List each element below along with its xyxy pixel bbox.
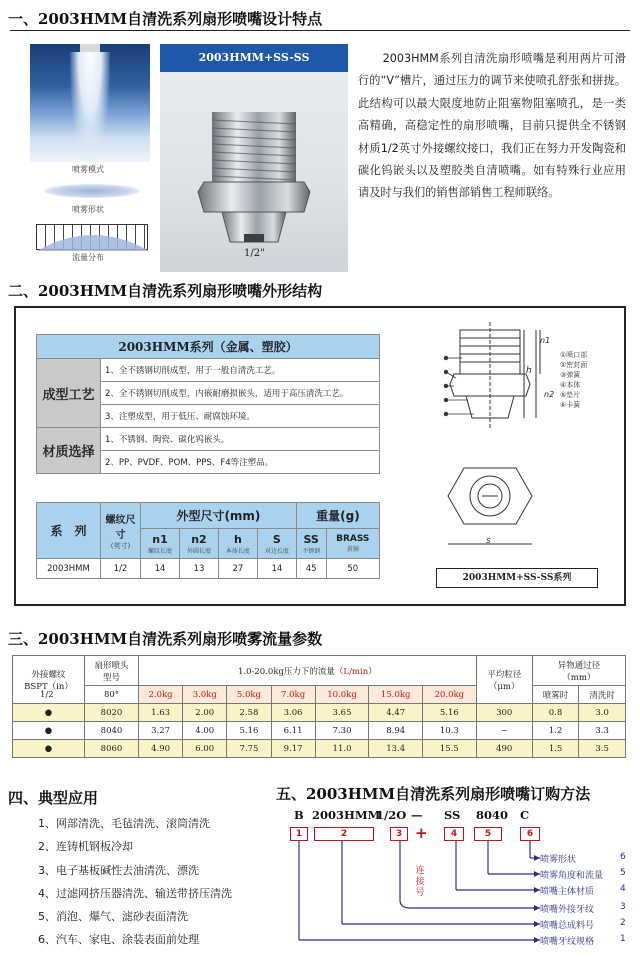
list-item: 1、网部清洗、毛毡清洗、滚筒清洗 <box>38 817 210 830</box>
legend-item: 喷嘴主体材质 4 <box>540 884 626 897</box>
material-item: 2、PP、PVDF、POM、PPS、F4等注塑品。 <box>101 451 380 474</box>
legend-item: 喷雾角度和流量 5 <box>540 868 626 881</box>
flow-row: ● 8020 1.63 2.00 2.58 3.06 3.65 4.47 5.16 300 0.8 3.0 <box>13 704 626 722</box>
section-1-rule <box>10 30 630 31</box>
list-item: 3、电子基板碱性去油清洗、漂洗 <box>38 863 199 877</box>
list-item: 5、消泡、爆气、滤砂表面清洗 <box>38 910 188 924</box>
process-item: 1、全不锈钢切削成型，用于一般自清洗工艺。 <box>101 359 380 382</box>
order-lines <box>280 840 540 950</box>
product-photo-panel <box>160 44 348 272</box>
col-flow: 1.0-20.0kg压力下的流量（L/min） <box>139 656 477 686</box>
order-code-1: B <box>294 808 304 822</box>
order-code-4: SS <box>444 808 461 822</box>
size-label: 1/2" <box>244 248 265 259</box>
material-label: 材质选择 <box>37 428 101 474</box>
structure-diagram <box>420 318 620 598</box>
flow-table: 外接螺纹 BSPT（in） 扇形喷头 型号 1.0-20.0kg压力下的流量（L/min） 平均粒径 （μm） 异物通过径 （mm） 80° 2.0kg 3.0kg 5.0kg 7.0kg 10.0kg 15.0kg 20.0kg 喷雾时 清洗时 ● 8020 1.63 2.00 2.58 3.06 3.65 4.47 5.16 300 0.8 3.0 ● 8040 3.27 4.00 5.16 6.11 7.30 8.94 10.3 ~ 1.2 3.3 ● 8060 4.90 6.00 7.75 9.17 11.0 13.4 15.5 490 1.5 3.5 <box>12 655 626 758</box>
spec-thread-header: 螺纹尺寸 (英寸) <box>101 503 141 559</box>
spec-table <box>36 502 380 579</box>
table-header: 2003HMM系列（金属、塑胶） <box>37 335 380 359</box>
order-code-5: 8040 <box>476 808 509 822</box>
dim-letter-h: h <box>526 366 532 376</box>
section-3-title: 三、2003HMM自清洗系列扇形喷雾流量参数 <box>8 630 323 648</box>
spec-dim-header: 外型尺寸(mm) <box>141 503 297 529</box>
process-label: 成型工艺 <box>37 359 101 428</box>
flow-distribution-label: 流量分布 <box>72 253 104 262</box>
spray-shape-image <box>44 184 140 198</box>
section-2-title: 二、2003HMM自清洗系列扇形喷嘴外形结构 <box>8 282 323 300</box>
spec-series-header: 系 列 <box>37 503 101 559</box>
list-item: 6、汽车、家电、涂装表面前处理 <box>38 933 199 947</box>
process-item: 3、注塑成型，用于低压、耐腐蚀环境。 <box>101 405 380 428</box>
design-description: 2003HMM系列自清洗扇形喷嘴是利用两片可滑行的“V”槽片，通过压力的调节来使喷孔舒张和拼拢。此结构可以最大限度地防止阻塞物阻塞喷孔，是一类高精确，高稳定性的扇形喷嘴，目前只提供全不锈钢材质1/2英寸外接螺纹接口，我们正在努力开发陶瓷和碳化钨嵌头以及塑胶类自清喷嘴。如有特殊行业应用请及时与我们的销售部销售工程师联络。 <box>358 52 626 200</box>
nozzle-photo <box>160 72 348 272</box>
section-1-title: 一、2003HMM自清洗系列扇形喷嘴设计特点 <box>8 10 323 28</box>
spec-col-h: h 本体长度 <box>218 529 257 559</box>
legend-item: 喷嘴牙纹规格 1 <box>540 934 626 947</box>
spec-col-n2: n2 外圆长度 <box>179 529 218 559</box>
order-box-5: 5 <box>474 827 502 841</box>
legend-item: 喷嘴总成料号 2 <box>540 918 626 931</box>
applications-list <box>38 812 232 952</box>
col-pass: 异物通过径 （mm） <box>532 656 625 686</box>
process-material-table <box>36 334 380 474</box>
spray-mode-label: 喷雾模式 <box>72 165 104 174</box>
flow-row: ● 8060 4.90 6.00 7.75 9.17 11.0 13.4 15.5 490 1.5 3.5 <box>13 740 626 758</box>
order-box-6: 6 <box>520 827 540 841</box>
product-title: 2003HMM+SS-SS <box>160 44 348 72</box>
order-code-6: C <box>520 808 530 822</box>
spec-row: 2003HMM 1/2 14 13 27 14 45 50 <box>37 559 380 579</box>
dim-letter-s: s <box>486 536 491 546</box>
order-box-3: 3 <box>390 827 408 841</box>
spec-col-ss: SS 不锈钢 <box>296 529 326 559</box>
dim-letter-n2: n2 <box>544 390 555 399</box>
process-item: 2、全不锈钢切削成型，内嵌耐磨损嵌头，适用于高压清洗工艺。 <box>101 382 380 405</box>
order-box-1: 1 <box>290 827 308 841</box>
diagram-parts-list: ①喷口部 ②密封面 ③弹簧 ④本体 ⑤垫片 ⑥卡簧 <box>560 351 588 409</box>
section-4-title: 四、典型应用 <box>8 789 99 807</box>
flow-distribution-image <box>36 224 148 250</box>
spec-col-s: S 对边长度 <box>257 529 296 559</box>
order-box-4: 4 <box>444 827 464 841</box>
legend-item: 喷雾形状 6 <box>540 852 626 865</box>
spec-col-n1: n1 螺纹长度 <box>141 529 180 559</box>
spec-col-brass: BRASS 黄铜 <box>326 529 380 559</box>
col-thread: 外接螺纹 BSPT（in） <box>13 656 85 704</box>
legend-item: 喷嘴外接牙纹 3 <box>540 902 626 915</box>
order-code-2: 2003HMM <box>312 808 381 822</box>
row-thread-value: 1/2 <box>40 690 54 700</box>
plus-sign: + <box>415 824 428 842</box>
flow-row: ● 8040 3.27 4.00 5.16 6.11 7.30 8.94 10.3 ~ 1.2 3.3 <box>13 722 626 740</box>
dim-letter-n1: n1 <box>540 336 551 345</box>
order-box-2: 2 <box>314 827 374 841</box>
col-avg: 平均粒径 （μm） <box>476 656 532 704</box>
diagram-series-label: 2003HMM+SS-SS系列 <box>436 568 598 588</box>
section-5-title: 五、2003HMM自清洗系列扇形喷嘴订购方法 <box>276 785 591 803</box>
material-item: 1、不锈钢、陶瓷、碳化钨嵌头。 <box>101 428 380 451</box>
list-item: 4、过滤网挤压器清洗、输送带挤压清洗 <box>38 886 232 900</box>
connector-label: 连接号 <box>415 866 425 898</box>
spray-pattern-image <box>30 44 150 162</box>
order-code-dash: — <box>411 808 423 822</box>
order-code-3: 1/2O <box>376 808 407 822</box>
list-item: 2、连铸机钢板冷却 <box>38 840 133 854</box>
col-model: 扇形喷头 型号 <box>85 656 139 686</box>
spray-shape-label: 喷雾形状 <box>72 205 104 214</box>
spec-weight-header: 重量(g) <box>296 503 379 529</box>
